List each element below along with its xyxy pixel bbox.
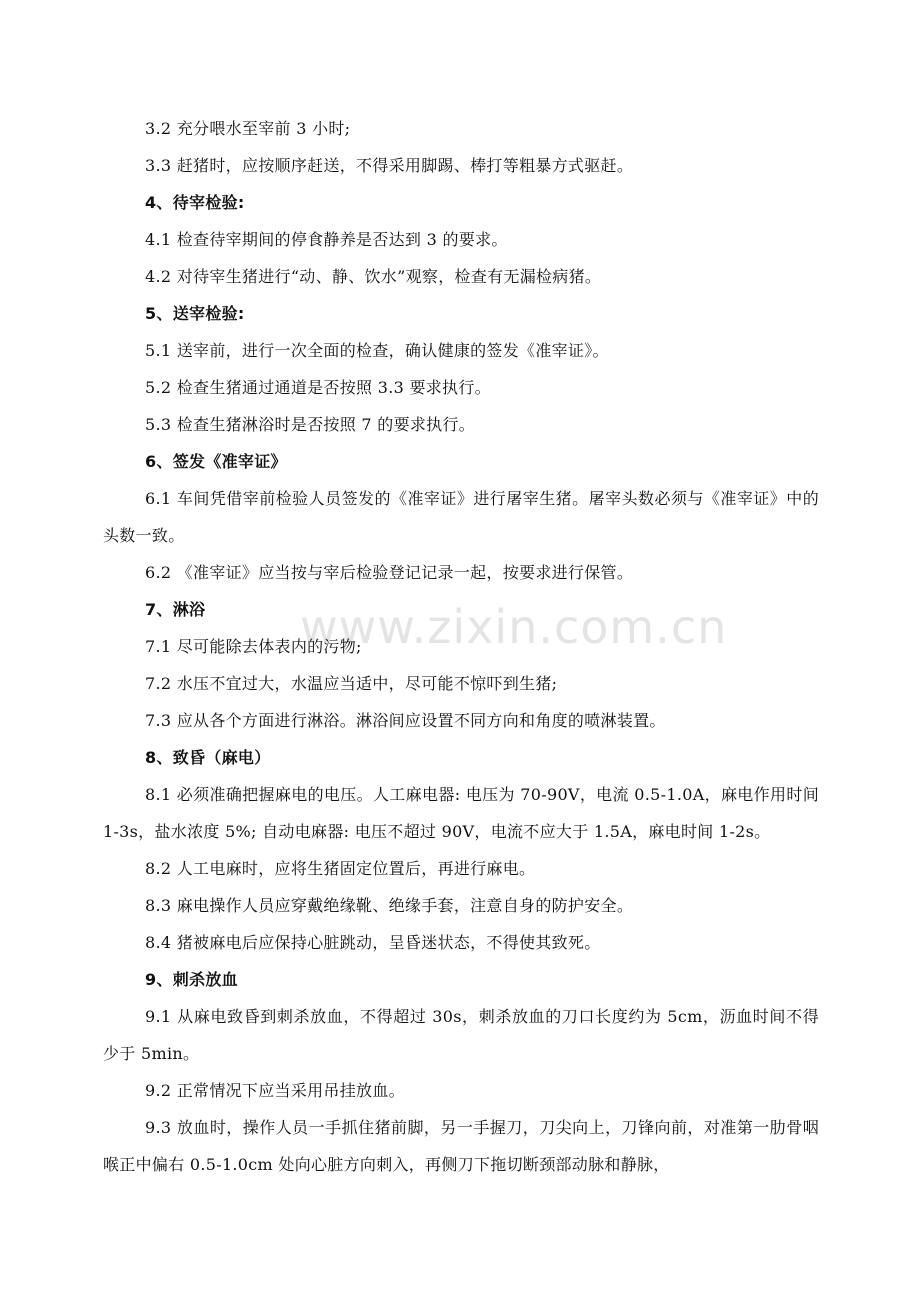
clause-8-2: 8.2 人工电麻时，应将生猪固定位置后，再进行麻电。 xyxy=(145,859,536,878)
section-heading-9: 9、刺杀放血 xyxy=(145,970,238,989)
section-heading-7: 7、淋浴 xyxy=(145,600,206,619)
clause-5-2: 5.2 检查生猪通过通道是否按照 3.3 要求执行。 xyxy=(145,378,491,397)
clause-9-3: 9.3 放血时，操作人员一手抓住猪前脚，另一手握刀，刀尖向上，刀锋向前，对准第一肋骨咽喉正中偏右 0.5-1.0cm 处向心脏方向刺入，再侧刀下拖切断颈部动脉和静脉， xyxy=(103,1118,819,1174)
clause-8-4: 8.4 猪被麻电后应保持心脏跳动，呈昏迷状态，不得使其致死。 xyxy=(145,933,601,952)
clause-9-2: 9.2 正常情况下应当采用吊挂放血。 xyxy=(145,1081,405,1100)
clause-5-1: 5.1 送宰前，进行一次全面的检查，确认健康的签发《准宰证》。 xyxy=(145,341,609,360)
clause-8-3: 8.3 麻电操作人员应穿戴绝缘靴、绝缘手套，注意自身的防护安全。 xyxy=(145,896,634,915)
clause-6-1: 6.1 车间凭借宰前检验人员签发的《准宰证》进行屠宰生猪。屠宰头数必须与《准宰证》中的头数一致。 xyxy=(103,489,819,545)
clause-8-1: 8.1 必须准确把握麻电的电压。人工麻电器: 电压为 70-90V，电流 0.5-1.0A，麻电作用时间 1-3s，盐水浓度 5%; 自动电麻器: 电压不超过 90V，电流不应大于 1.5A，麻电时间 1-2s。 xyxy=(103,785,819,841)
clause-7-3: 7.3 应从各个方面进行淋浴。淋浴间应设置不同方向和角度的喷淋装置。 xyxy=(145,711,666,730)
clause-5-3: 5.3 检查生猪淋浴时是否按照 7 的要求执行。 xyxy=(145,415,476,434)
clause-4-2: 4.2 对待宰生猪进行“动、静、饮水”观察，检查有无漏检病猪。 xyxy=(145,267,602,286)
clause-7-1: 7.1 尽可能除去体表内的污物; xyxy=(145,637,362,656)
watermark: www.zixin.com.cn xyxy=(300,600,728,654)
section-heading-8: 8、致昏（麻电） xyxy=(145,748,271,767)
section-heading-4: 4、待宰检验: xyxy=(145,193,245,212)
section-heading-6: 6、签发《准宰证》 xyxy=(145,452,287,471)
section-heading-5: 5、送宰检验: xyxy=(145,304,245,323)
clause-4-1: 4.1 检查待宰期间的停食静养是否达到 3 的要求。 xyxy=(145,230,508,249)
clause-3-3: 3.3 赶猪时，应按顺序赶送，不得采用脚踢、棒打等粗暴方式驱赶。 xyxy=(145,156,634,175)
clause-6-2: 6.2 《准宰证》应当按与宰后检验登记记录一起，按要求进行保管。 xyxy=(145,563,634,582)
document-body xyxy=(103,110,819,1183)
clause-3-2: 3.2 充分喂水至宰前 3 小时; xyxy=(145,119,351,138)
clause-7-2: 7.2 水压不宜过大，水温应当适中，尽可能不惊吓到生猪; xyxy=(145,674,558,693)
clause-9-1: 9.1 从麻电致昏到刺杀放血，不得超过 30s，刺杀放血的刀口长度约为 5cm，沥血时间不得少于 5min。 xyxy=(103,1007,819,1063)
